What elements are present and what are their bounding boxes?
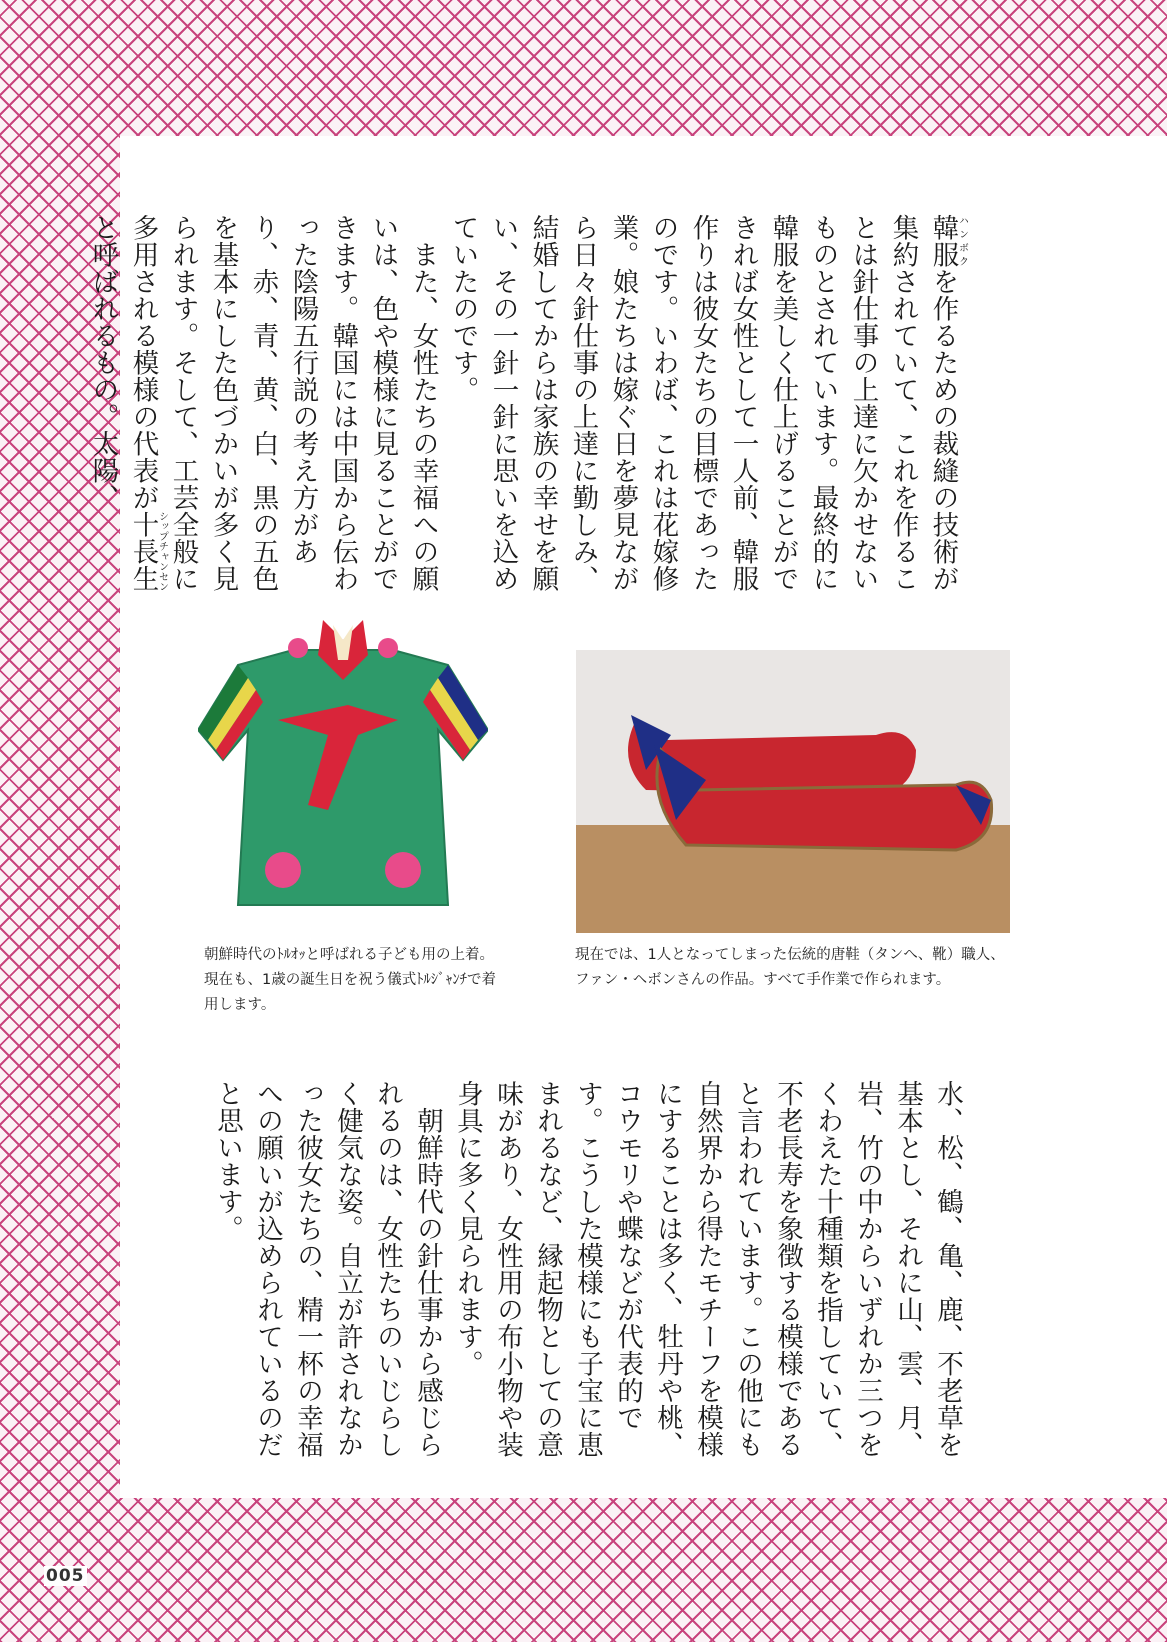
- shoes-photo: [576, 650, 1010, 933]
- paragraph-4: 朝鮮時代の針仕事から感じられるのは、女性たちのいじらしく健気な姿。自立が許されなかった彼女たちの、精一杯の幸福への願いが込められているのだと思います。: [212, 1080, 443, 1458]
- paragraph-2: また、女性たちの幸福への願いは、色や模様に見ることができます。韓国には中国から伝わった陰陽五行説の考え方があり、赤、青、黄、白、黒の五色を基本にした色づかいが多く見られます。そして、工芸全般に多用される模様の代表が十長生シップチャンセンと呼ばれるもの。太陽、: [87, 214, 439, 592]
- jusangsaeng-ruby: 十長生シップチャンセン: [127, 511, 168, 592]
- jacket-photo: [198, 620, 488, 920]
- caption-jacket: 朝鮮時代のﾄﾙｵｯと呼ばれる子ども用の上着。現在も、1歳の誕生日を祝う儀式ﾄﾙｼﾞｬﾝﾁで着用します。: [204, 947, 496, 1013]
- paragraph-3: 水、松、鶴、亀、鹿、不老草を基本とし、それに山、雲、月、岩、竹の中からいずれか三つをくわえた十種類を指していて、不老長寿を象徴する模様であると言われています。この他にも自然界から得たモチーフを模様にすることは多く、牡丹や桃、コウモリや蝶などが代表的です。こうした模様にも子宝に恵まれるなど、縁起物としての意味があり、女性用の布小物や装身具に多く見られます。: [452, 1080, 963, 1458]
- body-text-bottom: [207, 1080, 967, 1470]
- caption-shoes: 現在では、1人となってしまった伝統的唐鞋（タンへ、靴）職人、ファン・ヘボンさんの作品。すべて手作業で作られます。: [575, 947, 1005, 988]
- body-text-top: [83, 214, 968, 604]
- page-number: 005: [46, 1566, 85, 1586]
- paragraph-1: 韓服ハンボクを作るための裁縫の技術が集約されていて、これを作ることは針仕事の上達に欠かせないものとされています。最終的に韓服を美しく仕上げることができれば女性として一人前、韓服作りは彼女たちの目標であったのです。いわば、これは花嫁修業。娘たちは嫁ぐ日を夢見ながら日々針仕事の上達に勤しみ、結婚してからは家族の幸せを願い、その一針一針に思いを込めていたのです。: [447, 214, 968, 592]
- hanbok-ruby: 韓服ハンボク: [927, 214, 968, 268]
